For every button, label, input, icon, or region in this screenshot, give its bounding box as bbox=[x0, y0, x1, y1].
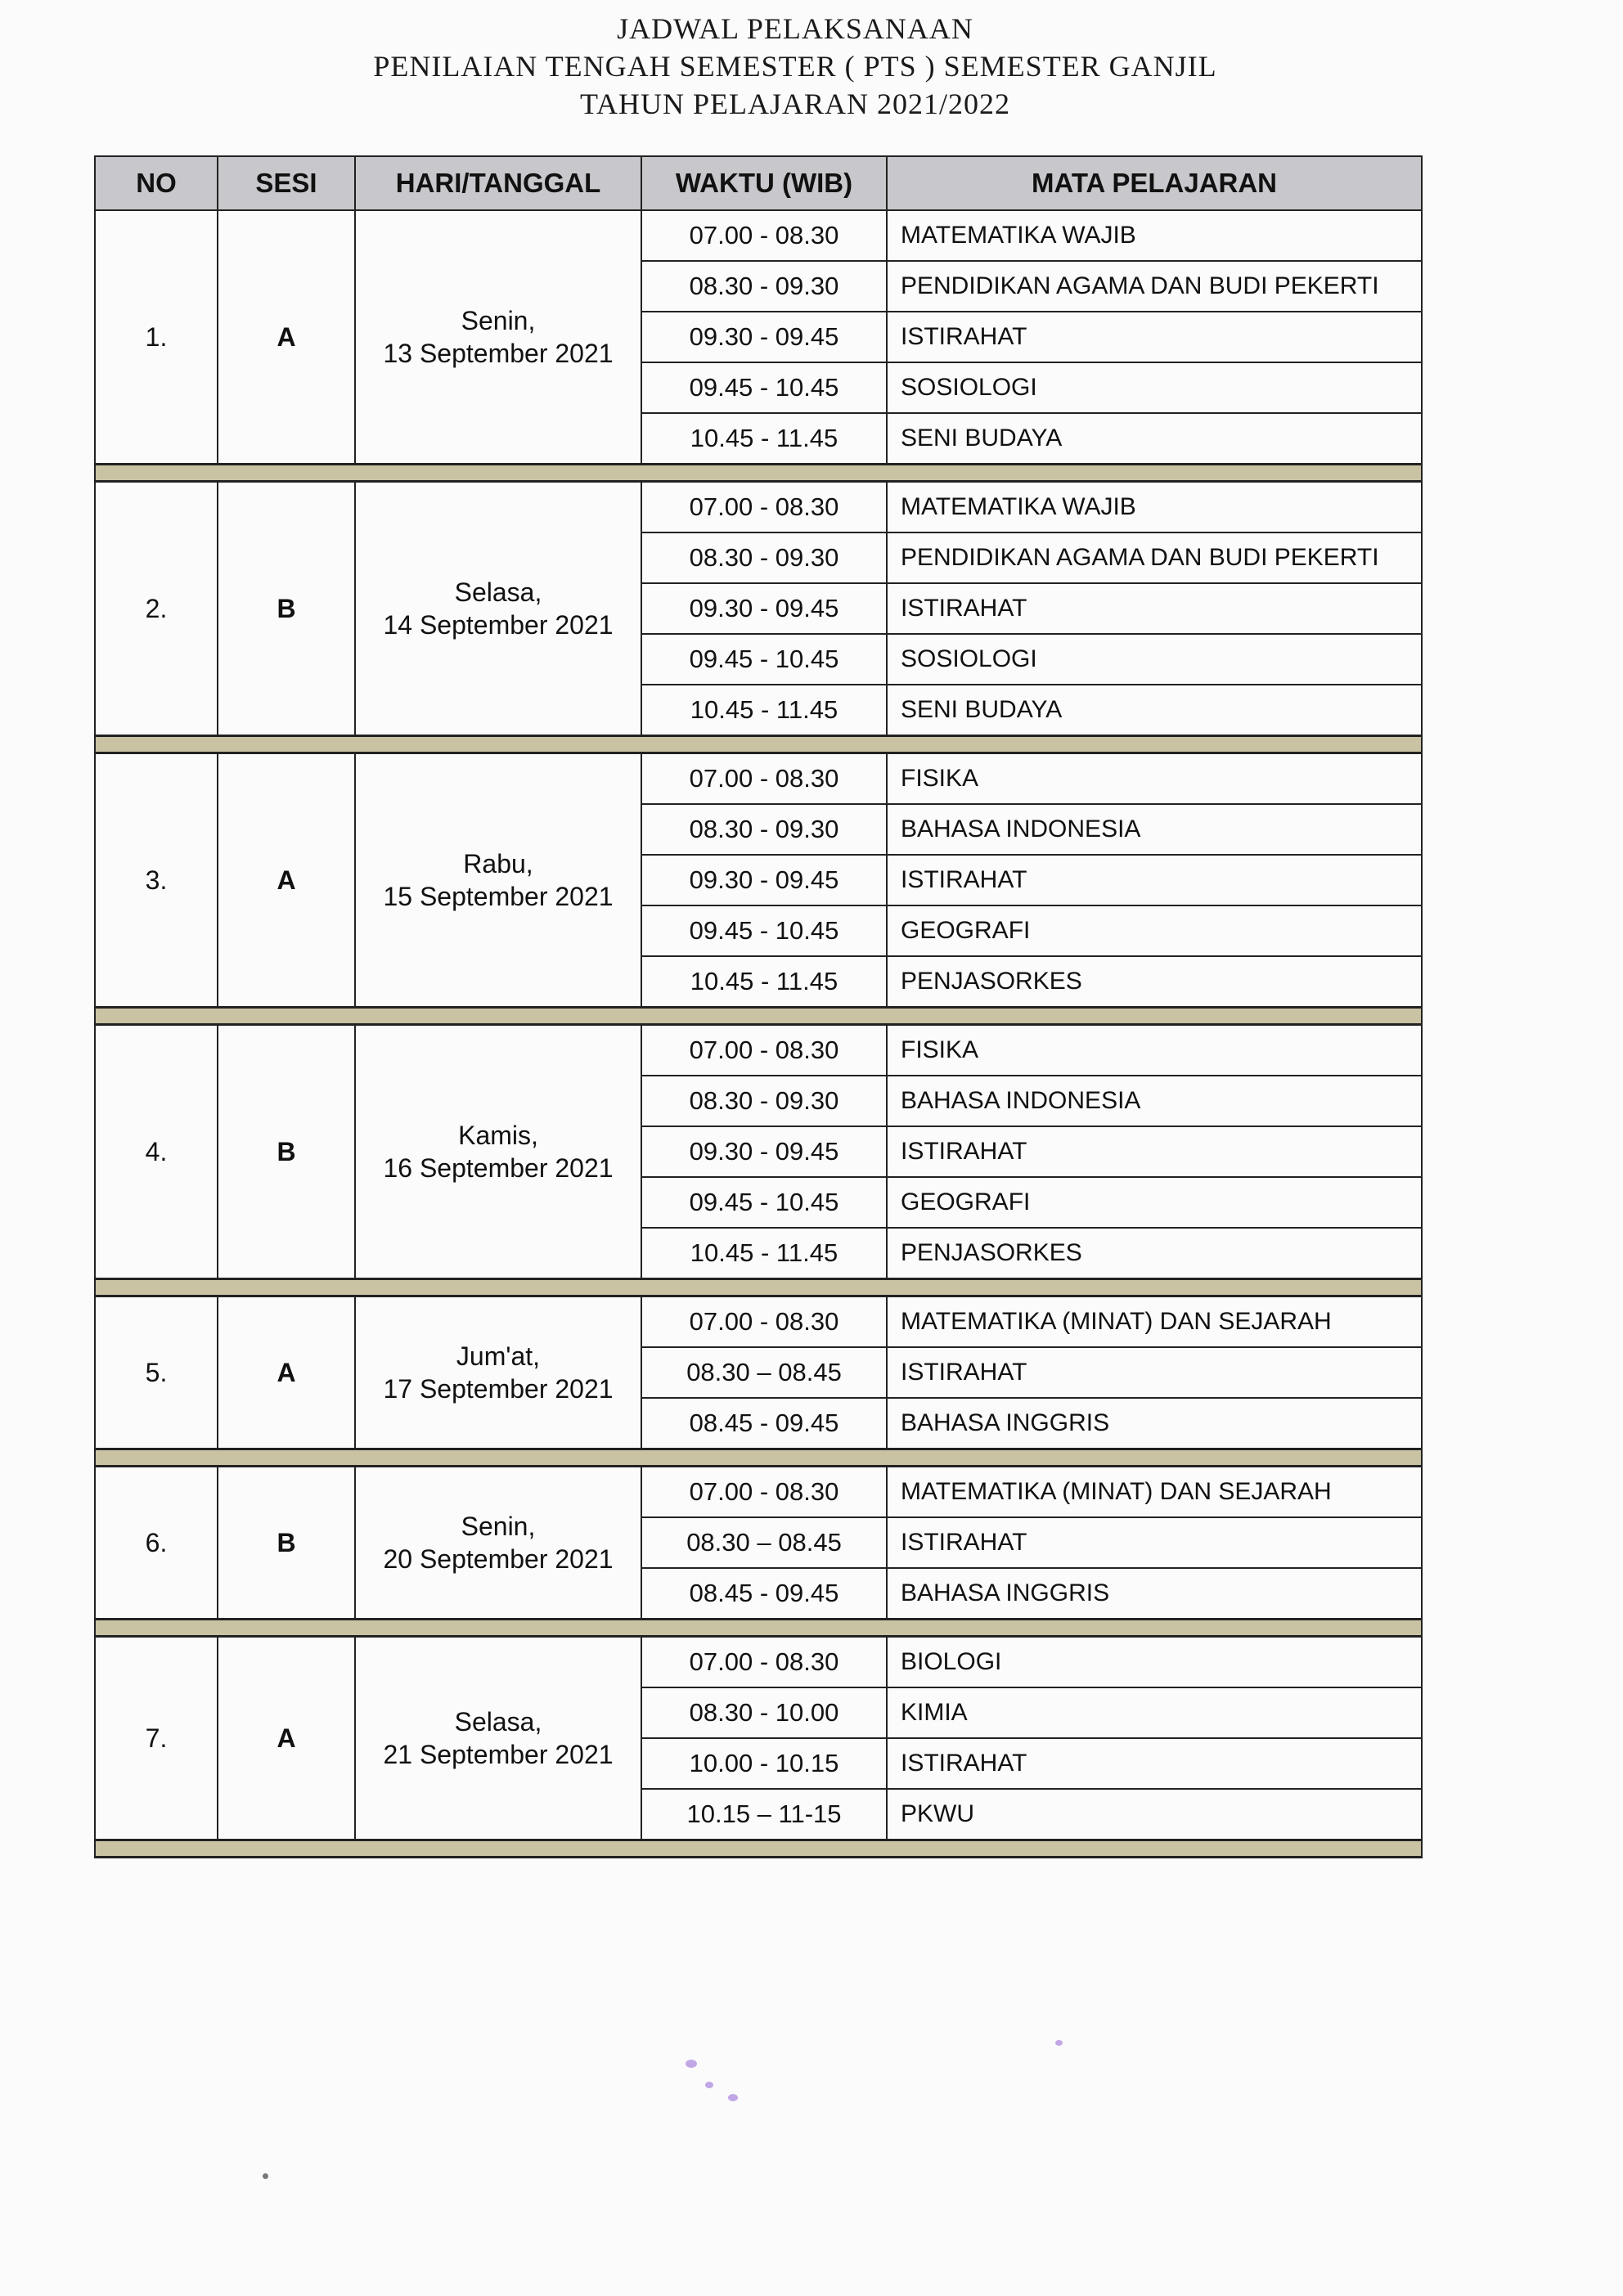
header-mata-pelajaran: MATA PELAJARAN bbox=[887, 156, 1422, 210]
table-row bbox=[95, 1637, 1422, 1688]
separator-band bbox=[95, 1840, 1422, 1858]
time-cell: 09.45 - 10.45 bbox=[641, 1177, 887, 1228]
session-label: A bbox=[218, 210, 355, 465]
date-text: 17 September 2021 bbox=[383, 1374, 614, 1404]
table-row bbox=[95, 753, 1422, 805]
time-cell: 07.00 - 08.30 bbox=[641, 210, 887, 261]
date-text: 21 September 2021 bbox=[383, 1740, 614, 1769]
group-separator bbox=[95, 1008, 1422, 1025]
row-number: 7. bbox=[95, 1637, 218, 1840]
date-text: 20 September 2021 bbox=[383, 1544, 614, 1574]
day-name: Kamis, bbox=[458, 1121, 538, 1150]
subject-cell: MATEMATIKA (MINAT) DAN SEJARAH bbox=[887, 1467, 1422, 1518]
time-cell: 08.30 – 08.45 bbox=[641, 1347, 887, 1398]
subject-cell: ISTIRAHAT bbox=[887, 583, 1422, 634]
group-separator bbox=[95, 1279, 1422, 1296]
time-cell: 07.00 - 08.30 bbox=[641, 482, 887, 533]
date-text: 13 September 2021 bbox=[383, 339, 614, 368]
scan-speck bbox=[705, 2082, 713, 2088]
group-separator bbox=[95, 736, 1422, 753]
scan-speck bbox=[1055, 2040, 1063, 2046]
group-separator bbox=[95, 1620, 1422, 1637]
separator-band bbox=[95, 1449, 1422, 1467]
subject-cell: BAHASA INGGRIS bbox=[887, 1398, 1422, 1449]
subject-cell: PENDIDIKAN AGAMA DAN BUDI PEKERTI bbox=[887, 261, 1422, 312]
subject-cell: MATEMATIKA (MINAT) DAN SEJARAH bbox=[887, 1296, 1422, 1348]
time-cell: 10.45 - 11.45 bbox=[641, 685, 887, 736]
day-date-cell bbox=[355, 1637, 641, 1840]
subject-cell: ISTIRAHAT bbox=[887, 1738, 1422, 1789]
time-cell: 07.00 - 08.30 bbox=[641, 1025, 887, 1076]
separator-band bbox=[95, 1279, 1422, 1296]
day-name: Selasa, bbox=[454, 1707, 542, 1737]
subject-cell: PENDIDIKAN AGAMA DAN BUDI PEKERTI bbox=[887, 532, 1422, 583]
session-label: A bbox=[218, 753, 355, 1008]
table-row bbox=[95, 1296, 1422, 1348]
subject-cell: FISIKA bbox=[887, 753, 1422, 805]
day-name: Jum'at, bbox=[456, 1341, 541, 1371]
subject-cell: GEOGRAFI bbox=[887, 1177, 1422, 1228]
time-cell: 07.00 - 08.30 bbox=[641, 1637, 887, 1688]
time-cell: 07.00 - 08.30 bbox=[641, 753, 887, 805]
time-cell: 08.30 - 09.30 bbox=[641, 261, 887, 312]
header-hari-tanggal: HARI/TANGGAL bbox=[355, 156, 641, 210]
subject-cell: ISTIRAHAT bbox=[887, 1347, 1422, 1398]
subject-cell: ISTIRAHAT bbox=[887, 1517, 1422, 1568]
title-line-1: JADWAL PELAKSANAAN bbox=[617, 12, 973, 45]
time-cell: 09.45 - 10.45 bbox=[641, 362, 887, 413]
group-separator bbox=[95, 1840, 1422, 1858]
time-cell: 10.45 - 11.45 bbox=[641, 1228, 887, 1279]
header-sesi: SESI bbox=[218, 156, 355, 210]
separator-band bbox=[95, 736, 1422, 753]
schedule-table bbox=[94, 155, 1423, 1858]
subject-cell: PENJASORKES bbox=[887, 956, 1422, 1008]
scan-speck bbox=[728, 2094, 738, 2101]
subject-cell: BIOLOGI bbox=[887, 1637, 1422, 1688]
separator-band bbox=[95, 1008, 1422, 1025]
time-cell: 08.30 - 10.00 bbox=[641, 1687, 887, 1738]
date-text: 14 September 2021 bbox=[383, 610, 614, 640]
subject-cell: SOSIOLOGI bbox=[887, 362, 1422, 413]
day-date-cell bbox=[355, 1025, 641, 1279]
subject-cell: BAHASA INGGRIS bbox=[887, 1568, 1422, 1620]
date-text: 16 September 2021 bbox=[383, 1153, 614, 1183]
day-date-cell bbox=[355, 1296, 641, 1449]
day-date-cell bbox=[355, 1467, 641, 1620]
table-row bbox=[95, 1467, 1422, 1518]
subject-cell: BAHASA INDONESIA bbox=[887, 804, 1422, 855]
subject-cell: ISTIRAHAT bbox=[887, 1126, 1422, 1177]
row-number: 4. bbox=[95, 1025, 218, 1279]
session-label: B bbox=[218, 1025, 355, 1279]
date-text: 15 September 2021 bbox=[383, 882, 614, 911]
time-cell: 08.30 - 09.30 bbox=[641, 1076, 887, 1126]
document-title bbox=[0, 10, 1623, 123]
time-cell: 08.45 - 09.45 bbox=[641, 1398, 887, 1449]
subject-cell: FISIKA bbox=[887, 1025, 1422, 1076]
time-cell: 08.45 - 09.45 bbox=[641, 1568, 887, 1620]
schedule-body bbox=[95, 210, 1422, 1858]
day-name: Senin, bbox=[461, 1512, 536, 1541]
scan-speck bbox=[263, 2173, 268, 2179]
subject-cell: ISTIRAHAT bbox=[887, 855, 1422, 905]
time-cell: 10.45 - 11.45 bbox=[641, 413, 887, 465]
time-cell: 09.30 - 09.45 bbox=[641, 1126, 887, 1177]
separator-band bbox=[95, 1620, 1422, 1637]
time-cell: 08.30 - 09.30 bbox=[641, 804, 887, 855]
row-number: 3. bbox=[95, 753, 218, 1008]
subject-cell: KIMIA bbox=[887, 1687, 1422, 1738]
time-cell: 10.00 - 10.15 bbox=[641, 1738, 887, 1789]
title-line-2: PENILAIAN TENGAH SEMESTER ( PTS ) SEMESTER GANJIL bbox=[373, 50, 1217, 83]
group-separator bbox=[95, 1449, 1422, 1467]
day-date-cell bbox=[355, 753, 641, 1008]
subject-cell: SENI BUDAYA bbox=[887, 685, 1422, 736]
day-date-cell bbox=[355, 482, 641, 736]
subject-cell: MATEMATIKA WAJIB bbox=[887, 482, 1422, 533]
session-label: A bbox=[218, 1637, 355, 1840]
time-cell: 09.30 - 09.45 bbox=[641, 583, 887, 634]
subject-cell: BAHASA INDONESIA bbox=[887, 1076, 1422, 1126]
day-name: Selasa, bbox=[454, 577, 542, 607]
time-cell: 09.45 - 10.45 bbox=[641, 905, 887, 956]
time-cell: 08.30 – 08.45 bbox=[641, 1517, 887, 1568]
subject-cell: SOSIOLOGI bbox=[887, 634, 1422, 685]
time-cell: 09.30 - 09.45 bbox=[641, 855, 887, 905]
time-cell: 08.30 - 09.30 bbox=[641, 532, 887, 583]
title-line-3: TAHUN PELAJARAN 2021/2022 bbox=[579, 88, 1011, 120]
scan-speck bbox=[686, 2060, 697, 2068]
time-cell: 10.15 – 11-15 bbox=[641, 1789, 887, 1840]
subject-cell: ISTIRAHAT bbox=[887, 312, 1422, 362]
separator-band bbox=[95, 465, 1422, 482]
row-number: 5. bbox=[95, 1296, 218, 1449]
table-row bbox=[95, 482, 1422, 533]
session-label: B bbox=[218, 1467, 355, 1620]
table-row bbox=[95, 1025, 1422, 1076]
time-cell: 07.00 - 08.30 bbox=[641, 1467, 887, 1518]
row-number: 2. bbox=[95, 482, 218, 736]
table-header-row bbox=[95, 156, 1422, 210]
time-cell: 07.00 - 08.30 bbox=[641, 1296, 887, 1348]
session-label: A bbox=[218, 1296, 355, 1449]
subject-cell: SENI BUDAYA bbox=[887, 413, 1422, 465]
time-cell: 10.45 - 11.45 bbox=[641, 956, 887, 1008]
time-cell: 09.30 - 09.45 bbox=[641, 312, 887, 362]
group-separator bbox=[95, 465, 1422, 482]
header-no: NO bbox=[95, 156, 218, 210]
session-label: B bbox=[218, 482, 355, 736]
day-name: Senin, bbox=[461, 306, 536, 335]
day-date-cell bbox=[355, 210, 641, 465]
row-number: 1. bbox=[95, 210, 218, 465]
row-number: 6. bbox=[95, 1467, 218, 1620]
subject-cell: PKWU bbox=[887, 1789, 1422, 1840]
subject-cell: PENJASORKES bbox=[887, 1228, 1422, 1279]
day-name: Rabu, bbox=[463, 849, 533, 878]
time-cell: 09.45 - 10.45 bbox=[641, 634, 887, 685]
header-waktu: WAKTU (WIB) bbox=[641, 156, 887, 210]
table-row bbox=[95, 210, 1422, 261]
subject-cell: GEOGRAFI bbox=[887, 905, 1422, 956]
subject-cell: MATEMATIKA WAJIB bbox=[887, 210, 1422, 261]
